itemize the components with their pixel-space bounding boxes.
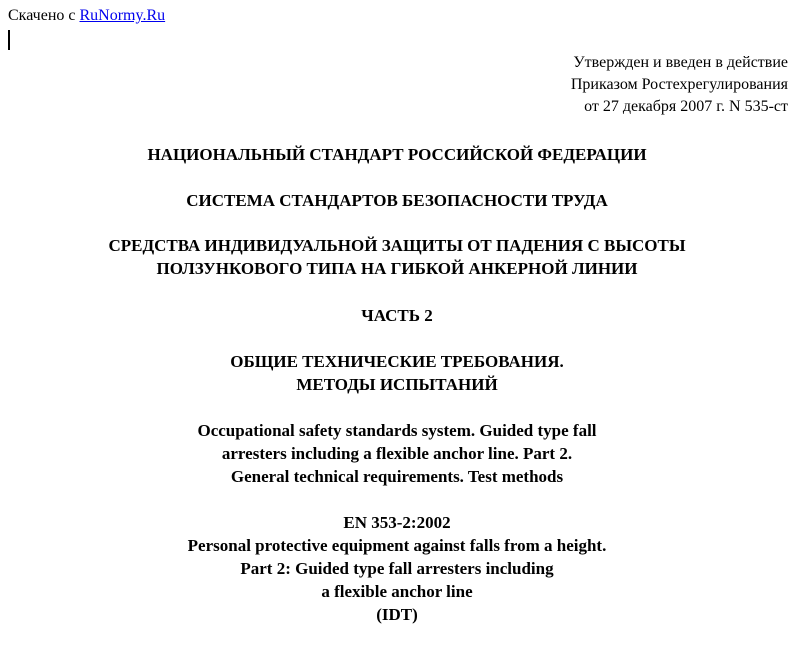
source-prefix: Скачено с [8, 7, 80, 24]
approval-line: от 27 декабря 2007 г. N 535-ст [584, 98, 788, 115]
en-reference-line: Personal protective equipment against falls from a height. [187, 536, 607, 555]
english-title-line: arresters including a flexible anchor line. Part 2. [221, 444, 573, 463]
en-reference-line: EN 353-2:2002 [343, 513, 451, 532]
document-title-line: СРЕДСТВА ИНДИВИДУАЛЬНОЙ ЗАЩИТЫ ОТ ПАДЕНИЯ С ВЫСОТЫ [108, 236, 686, 255]
en-reference-line: (IDT) [376, 605, 418, 624]
source-line [8, 6, 165, 26]
national-standard-heading: НАЦИОНАЛЬНЫЙ СТАНДАРТ РОССИЙСКОЙ ФЕДЕРАЦИИ [147, 145, 647, 164]
approval-block [571, 52, 788, 118]
approval-line: Утвержден и введен в действие [573, 54, 788, 71]
en-reference [0, 511, 794, 626]
english-title [0, 419, 794, 488]
en-reference-line: a flexible anchor line [321, 582, 473, 601]
approval-line: Приказом Ростехрегулирования [570, 76, 788, 93]
document-title-line: ПОЛЗУНКОВОГО ТИПА НА ГИБКОЙ АНКЕРНОЙ ЛИНИИ [156, 259, 638, 278]
runormy-link[interactable]: RuNormy.Ru [79, 7, 166, 24]
english-title-line: General technical requirements. Test methods [230, 467, 564, 486]
english-title-line: Occupational safety standards system. Guided type fall [197, 421, 597, 440]
subtitle [0, 350, 794, 396]
part-heading: ЧАСТЬ 2 [361, 306, 433, 325]
system-heading: СИСТЕМА СТАНДАРТОВ БЕЗОПАСНОСТИ ТРУДА [186, 191, 608, 210]
en-reference-line: Part 2: Guided type fall arresters including [240, 559, 554, 578]
text-cursor [8, 30, 10, 50]
subtitle-line: МЕТОДЫ ИСПЫТАНИЙ [296, 375, 498, 394]
subtitle-line: ОБЩИЕ ТЕХНИЧЕСКИЕ ТРЕБОВАНИЯ. [230, 352, 564, 371]
document-title [0, 234, 794, 280]
